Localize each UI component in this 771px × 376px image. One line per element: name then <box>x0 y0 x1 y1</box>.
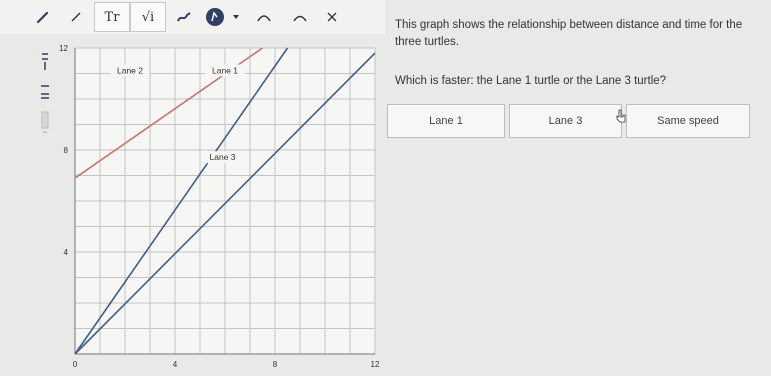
choice-same-speed-label: Same speed <box>657 115 719 127</box>
x-tick-label: 8 <box>272 360 278 369</box>
pen-down-icon[interactable] <box>34 50 56 74</box>
question-text <box>395 17 765 51</box>
side-toolbar <box>30 50 60 134</box>
fraction-icon[interactable] <box>34 82 56 102</box>
eraser-icon[interactable] <box>166 2 202 32</box>
annotation-label: Lane 3 <box>209 152 236 163</box>
highlight-icon[interactable] <box>202 2 246 32</box>
answer-choices <box>387 104 750 138</box>
annotation-label: Lane 2 <box>117 65 143 76</box>
choice-lane-3-label: Lane 3 <box>548 115 583 127</box>
y-tick-label: 12 <box>59 44 68 53</box>
choice-lane-1-label: Lane 1 <box>429 115 463 127</box>
y-tick-label: 8 <box>63 146 68 155</box>
x-tick-label: 12 <box>370 360 380 369</box>
x-tick-label: 0 <box>72 360 78 369</box>
sqrt-tool-label: √i <box>141 9 155 25</box>
close-icon[interactable] <box>318 2 346 32</box>
choice-lane-3[interactable] <box>509 104 622 138</box>
selector-icon[interactable] <box>34 110 56 134</box>
choice-lane-1[interactable] <box>387 104 505 138</box>
x-tick-label: 4 <box>172 360 178 369</box>
arc-icon[interactable] <box>246 2 282 32</box>
y-tick-label: 4 <box>63 248 68 257</box>
text-tool-label: Tr <box>104 9 120 25</box>
pen-icon[interactable] <box>28 2 58 32</box>
question-prompt: Which is faster: the Lane 1 turtle or the Lane 3 turtle? <box>395 75 667 87</box>
curve-icon[interactable] <box>282 2 318 32</box>
annotation-label: Lane 1 <box>212 65 238 76</box>
choice-same-speed[interactable] <box>626 104 750 138</box>
text-tool[interactable] <box>94 2 130 32</box>
question-description: This graph shows the relationship between distance and time for the three turtles. <box>395 19 743 48</box>
line-icon[interactable] <box>58 2 94 32</box>
drawing-toolbar <box>0 0 385 34</box>
sqrt-tool[interactable] <box>130 2 166 32</box>
